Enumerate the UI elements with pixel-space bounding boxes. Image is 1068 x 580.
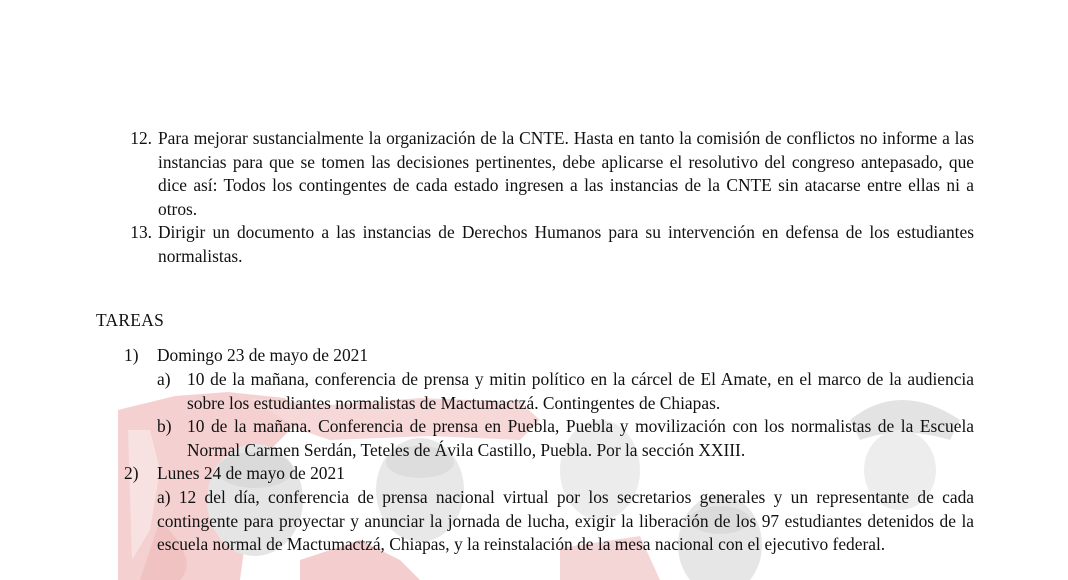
item-number: 13.	[130, 222, 152, 242]
item-text: Para mejorar sustancialmente la organización de la CNTE. Hasta en tanto la comisión de conflictos no informe a las instancias para que se tomen las decisiones pertinentes, debe aplicarse el resolutivo del congreso antepasado, que dice así: Todos los contingentes de cada estado ingresen a las instancias de la CNTE sin atacarse entre ellas ni a otros.	[158, 128, 974, 219]
task-number: 2)	[124, 463, 139, 483]
task-title: Domingo 23 de mayo de 2021	[157, 345, 369, 365]
subitem-text: 10 de la mañana. Conferencia de prensa en Puebla, Puebla y movilización con los normalistas de la Escuela Normal Carmen Serdán, Teteles de Ávila Castillo, Puebla. Por la sección XXIII.	[187, 416, 974, 460]
task-item	[124, 462, 974, 486]
task-title: Lunes 24 de mayo de 2021	[157, 463, 345, 483]
subitem-text: 10 de la mañana, conferencia de prensa y mitin político en la cárcel de El Amate, en el marco de la audiencia sobre los estudiantes normalistas de Mactumactzá. Contingentes de Chiapas.	[187, 369, 974, 413]
numbered-item	[118, 127, 974, 221]
task-paragraph: a) 12 del día, conferencia de prensa nacional virtual por los secretarios generales y un representante de cada contingente para proyectar y anunciar la jornada de lucha, exigir la liberación de los 97 estudiantes detenidos de la escuela normal de Mactumactzá, Chiapas, y la reinstalación de la mesa nacional con el ejecutivo federal.	[157, 487, 974, 554]
numbered-item	[118, 221, 974, 268]
task-subitem	[157, 368, 974, 415]
item-text: Dirigir un documento a las instancias de Derechos Humanos para su intervención en defensa de los estudiantes normalistas.	[158, 222, 974, 266]
task-subitem	[157, 415, 974, 462]
item-number: 12.	[130, 128, 152, 148]
subitem-letter: a)	[157, 369, 171, 389]
task-number: 1)	[124, 345, 139, 365]
subitem-letter: b)	[157, 416, 172, 436]
section-heading: TAREAS	[96, 310, 165, 330]
task-item	[124, 344, 974, 368]
